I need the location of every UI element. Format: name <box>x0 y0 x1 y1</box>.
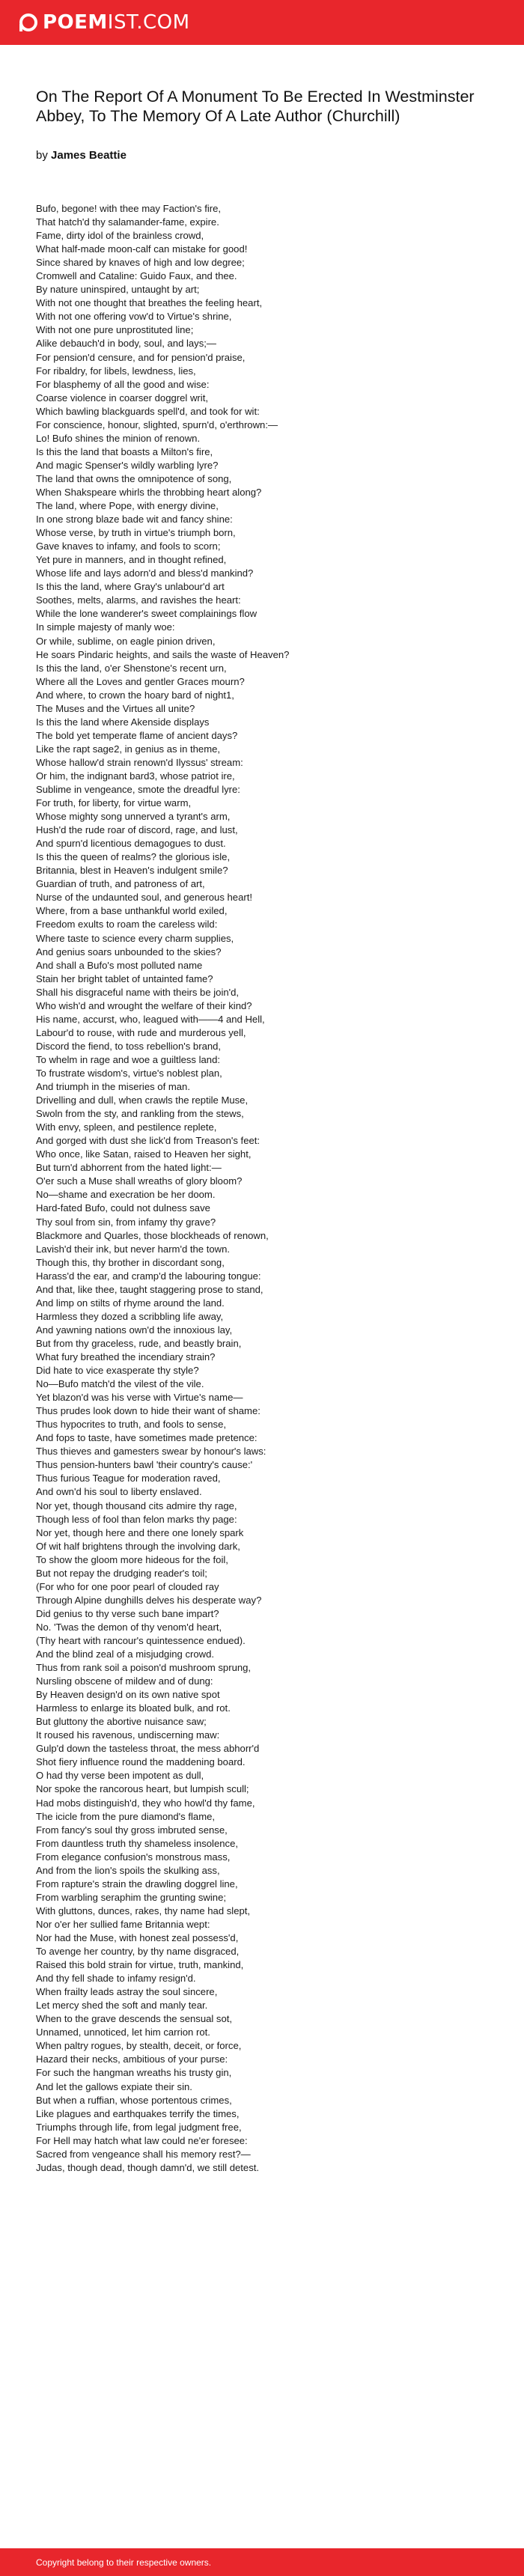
poem-line: While the lone wanderer's sweet complainings flow <box>36 608 258 620</box>
logo-text-light: IST.COM <box>107 11 190 34</box>
poem-line: For blasphemy of all the good and wise: <box>36 378 210 390</box>
poem-line: Nor yet, though here and there one lonely spark <box>36 1526 244 1538</box>
poem-line: What fury breathed the incendiary strain? <box>36 1351 216 1362</box>
site-logo[interactable] <box>19 10 190 34</box>
poem-line: Yet blazon'd was his verse with Virtue's name— <box>36 1392 243 1404</box>
poem-line: The bold yet temperate flame of ancient days? <box>36 729 238 741</box>
poem-line: Sacred from vengeance shall his memory rest?— <box>36 2148 251 2160</box>
poem-line: Yet pure in manners, and in thought refined, <box>36 554 227 566</box>
poem-line: For truth, for liberty, for virtue warm, <box>36 797 192 809</box>
poem-line: But turn'd abhorrent from the hated light:— <box>36 1162 222 1174</box>
poem-line: Like plagues and earthquakes terrify the times, <box>36 2107 240 2119</box>
poem-line: Gave knaves to infamy, and fools to scorn; <box>36 541 221 552</box>
poem-line: Fame, dirty idol of the brainless crowd, <box>36 230 204 242</box>
poem-line: That hatch'd thy salamander-fame, expire. <box>36 216 219 228</box>
poem-line: Cromwell and Cataline: Guido Faux, and thee. <box>36 270 237 282</box>
poem-line: Shall his disgraceful name with theirs be join'd, <box>36 986 240 998</box>
poem-line: Nor o'er her sullied fame Britannia wept: <box>36 1918 210 1930</box>
poem-line: Hazard their necks, ambitious of your purse: <box>36 2053 228 2065</box>
poem-line: From fancy's soul thy gross imbruted sense, <box>36 1824 228 1836</box>
poem-line: Through Alpine dunghills delves his desperate way? <box>36 1594 262 1606</box>
poem-line: Nor yet, though thousand cits admire thy rage, <box>36 1499 237 1511</box>
poem-line: From elegance confusion's monstrous mass, <box>36 1851 231 1863</box>
poem-line: When paltry rogues, by stealth, deceit, or force, <box>36 2040 242 2052</box>
poem-line: Thus pension-hunters bawl 'their country's cause:' <box>36 1459 253 1471</box>
copyright-text: Copyright belong to their respective owners. <box>36 2557 212 2568</box>
poem-line: Stain her bright tablet of untainted fame? <box>36 972 213 984</box>
poem-line: With envy, spleen, and pestilence replete, <box>36 1121 217 1133</box>
poem-line: Or him, the indignant bard3, whose patriot ire, <box>36 770 235 782</box>
poem-line: For ribaldry, for libels, lewdness, lies, <box>36 365 196 377</box>
poem-line: To show the gloom more hideous for the foil, <box>36 1553 228 1565</box>
poem-line: Did genius to thy verse such bane impart? <box>36 1607 219 1619</box>
poem-line: When frailty leads astray the soul sincere, <box>36 1986 218 1998</box>
poem-line: To avenge her country, by thy name disgraced, <box>36 1946 240 1958</box>
poem-line: Lavish'd their ink, but never harm'd the town. <box>36 1243 231 1255</box>
poem-line: From dauntless truth thy shameless insolence, <box>36 1837 239 1849</box>
poem-line: From rapture's strain the drawling doggrel line, <box>36 1878 238 1890</box>
poem-line: For pension'd censure, and for pension'd praise, <box>36 351 246 363</box>
poem-line: Whose verse, by truth in virtue's triumph born, <box>36 527 236 539</box>
poem-line: (Thy heart with rancour's quintessence endued). <box>36 1634 246 1646</box>
logo-text-bold: POEM <box>43 11 108 34</box>
poem-line: No—Bufo match'd the vilest of the vile. <box>36 1378 204 1390</box>
poem-line: And the blind zeal of a misjudging crowd. <box>36 1648 215 1660</box>
poem-line: And triumph in the miseries of man. <box>36 1081 190 1093</box>
poem-line: Nor had the Muse, with honest zeal possess'd, <box>36 1932 239 1943</box>
poem-line: Is this the land, where Gray's unlabour'd art <box>36 581 225 593</box>
poem-line: Like the rapt sage2, in genius as in theme, <box>36 743 221 755</box>
poem-line: For such the hangman wreaths his trusty gin, <box>36 2067 232 2079</box>
poem-line: The Muses and the Virtues all unite? <box>36 702 195 714</box>
poem-line: O'er such a Muse shall wreaths of glory bloom? <box>36 1175 243 1187</box>
poem-line: Thus thieves and gamesters swear by honour's laws: <box>36 1446 266 1458</box>
poem-line: Is this the land, o'er Shenstone's recent urn, <box>36 662 227 674</box>
poem-line: But gluttony the abortive nuisance saw; <box>36 1716 207 1728</box>
poem-line: Raised this bold strain for virtue, truth, mankind, <box>36 1959 244 1971</box>
poem-line: Soothes, melts, alarms, and ravishes the heart: <box>36 594 241 606</box>
poem-line: Is this the land where Akenside displays <box>36 716 210 728</box>
poem-line: Britannia, blest in Heaven's indulgent smile? <box>36 865 228 877</box>
author-link[interactable]: James Beattie <box>51 149 127 162</box>
poem-line: Nor spoke the rancorous heart, but lumpish scull; <box>36 1783 249 1795</box>
poem-line: And own'd his soul to liberty enslaved. <box>36 1486 202 1498</box>
poem-line: The icicle from the pure diamond's flame, <box>36 1810 216 1822</box>
poem-line: Nurse of the undaunted soul, and generous heart! <box>36 892 252 904</box>
poem-line: Whose life and lays adorn'd and bless'd mankind? <box>36 567 254 579</box>
by-label: by <box>36 149 48 162</box>
poem-line: Had mobs distinguish'd, they who howl'd thy fame, <box>36 1797 255 1809</box>
poem-line: Swoln from the sty, and rankling from the stews, <box>36 1108 244 1120</box>
poem-line: Thus from rank soil a poison'd mushroom sprung, <box>36 1662 252 1674</box>
poem-line: Whose hallow'd strain renown'd Ilyssus' stream: <box>36 756 243 768</box>
poem-line: But not repay the drudging reader's toil; <box>36 1567 207 1579</box>
poem-line: What half-made moon-calf can mistake for good! <box>36 243 248 255</box>
poem-line: Though less of fool than felon marks thy page: <box>36 1513 237 1525</box>
poem-line: From warbling seraphim the grunting swine; <box>36 1891 226 1903</box>
poem-line: With gluttons, dunces, rakes, thy name had slept, <box>36 1904 251 1916</box>
poem-line: And where, to crown the hoary bard of night1, <box>36 689 234 701</box>
poem-body <box>36 202 485 2175</box>
poem-line: Nursling obscene of mildew and of dung: <box>36 1675 213 1687</box>
poem-line: Triumphs through life, from legal judgment free, <box>36 2121 242 2133</box>
poem-line: No. 'Twas the demon of thy venom'd heart, <box>36 1621 222 1633</box>
poem-line: Hush'd the rude roar of discord, rage, and lust, <box>36 824 238 836</box>
poem-line: And genius soars unbounded to the skies? <box>36 946 222 957</box>
poem-line: Thy soul from sin, from infamy thy grave? <box>36 1216 216 1228</box>
poem-line: Is this the queen of realms? the glorious isle, <box>36 851 231 863</box>
poem-line: Is this the land that boasts a Milton's fire, <box>36 445 213 457</box>
poem-line: To whelm in rage and woe a guiltless land: <box>36 1053 221 1065</box>
poem-line: And that, like thee, taught staggering prose to stand, <box>36 1283 263 1295</box>
poem-line: But from thy graceless, rude, and beastly brain, <box>36 1337 242 1349</box>
poem-line: And thy fell shade to infamy resign'd. <box>36 1973 196 1985</box>
poem-line: And gorged with dust she lick'd from Treason's feet: <box>36 1135 261 1147</box>
poemist-p-icon <box>19 13 37 31</box>
poem-line: The land, where Pope, with energy divine, <box>36 500 219 512</box>
poem-line: Drivelling and dull, when crawls the reptile Muse, <box>36 1094 249 1106</box>
poem-line: With not one pure unprostituted line; <box>36 324 194 336</box>
poem-line: In simple majesty of manly woe: <box>36 621 175 633</box>
poem-line: Where all the Loves and gentler Graces mourn? <box>36 675 245 687</box>
poem-line: Whose mighty song unnerved a tyrant's arm, <box>36 811 231 823</box>
poem-line: And spurn'd licentious demagogues to dust. <box>36 838 226 850</box>
poem-line: By Heaven design'd on its own native spot <box>36 1689 220 1701</box>
poem-line: Judas, though dead, though damn'd, we still detest. <box>36 2161 260 2173</box>
poem-line: But when a ruffian, whose portentous crimes, <box>36 2094 232 2106</box>
poem-line: Hard-fated Bufo, could not dulness save <box>36 1202 210 1214</box>
poem-line: To frustrate wisdom's, virtue's noblest plan, <box>36 1068 222 1079</box>
poem-line: Labour'd to rouse, with rude and murderous yell, <box>36 1026 246 1038</box>
poem-line: And magic Spenser's wildly warbling lyre? <box>36 459 219 471</box>
poem-line: Who once, like Satan, raised to Heaven her sight, <box>36 1148 252 1160</box>
poem-line: Harass'd the ear, and cramp'd the labouring tongue: <box>36 1270 261 1282</box>
poem-line: With not one thought that breathes the feeling heart, <box>36 297 263 309</box>
poem-line: And let the gallows expiate their sin. <box>36 2080 192 2092</box>
poem-line: Where, from a base unthankful world exiled, <box>36 905 228 917</box>
poem-line: Freedom exults to roam the careless wild: <box>36 919 218 931</box>
poem-line: For Hell may hatch what law could ne'er foresee: <box>36 2134 248 2146</box>
poem-line: The land that owns the omnipotence of song, <box>36 472 232 484</box>
poem-line: He soars Pindaric heights, and sails the waste of Heaven? <box>36 648 290 660</box>
logo-wordmark <box>43 11 190 34</box>
poem-line: His name, accurst, who, leagued with——4 and Hell, <box>36 1013 265 1025</box>
poem-title: On The Report Of A Monument To Be Erected In Westminster Abbey, To The Memory Of A Late Author (Churchill) <box>36 88 475 125</box>
poem-line: (For who for one poor pearl of clouded ray <box>36 1580 219 1592</box>
poem-line: O had thy verse been impotent as dull, <box>36 1770 204 1782</box>
poem-line: Sublime in vengeance, smote the dreadful lyre: <box>36 784 240 796</box>
poem-line: In one strong blaze bade wit and fancy shine: <box>36 514 233 526</box>
poem-line: It roused his ravenous, undiscerning maw: <box>36 1729 220 1741</box>
poem-line: Discord the fiend, to toss rebellion's brand, <box>36 1040 222 1052</box>
poem-line: And shall a Bufo's most polluted name <box>36 959 203 971</box>
poem-line: No—shame and execration be her doom. <box>36 1189 216 1201</box>
poem-line: Bufo, begone! with thee may Faction's fire, <box>36 203 222 214</box>
poem-line: Let mercy shed the soft and manly tear. <box>36 2000 208 2012</box>
poem-byline <box>36 148 127 163</box>
poem-line: For conscience, honour, slighted, spurn'd, o'erthrown:— <box>36 418 278 430</box>
poem-line: Thus furious Teague for moderation raved, <box>36 1473 221 1485</box>
poem-line: Blackmore and Quarles, those blockheads of renown, <box>36 1229 269 1241</box>
poem-line: Guardian of truth, and patroness of art, <box>36 878 205 890</box>
poem-line: Who wish'd and wrought the welfare of their kind? <box>36 999 252 1011</box>
poem-line: Shot fiery influence round the maddening board. <box>36 1756 246 1768</box>
poem-line: Lo! Bufo shines the minion of renown. <box>36 432 201 444</box>
poem-line: When Shakspeare whirls the throbbing heart along? <box>36 486 262 498</box>
poem-line: Thus hypocrites to truth, and fools to sense, <box>36 1419 227 1431</box>
site-header <box>0 0 524 45</box>
poem-line: Thus prudes look down to hide their want of shame: <box>36 1405 261 1417</box>
poem-line: And yawning nations own'd the innoxious lay, <box>36 1324 233 1336</box>
poem-line: Harmless they dozed a scribbling life away, <box>36 1310 224 1322</box>
poem-line: With not one offering vow'd to Virtue's shrine, <box>36 311 232 323</box>
poem-line: Gulp'd down the tasteless throat, the mess abhorr'd <box>36 1743 260 1755</box>
poem-line: Of wit half brightens through the involving dark, <box>36 1540 240 1552</box>
poem-line: And limp on stilts of rhyme around the land. <box>36 1297 225 1309</box>
poem-line: Did hate to vice exasperate thy style? <box>36 1365 199 1377</box>
poem-line: Alike debauch'd in body, soul, and lays;— <box>36 338 216 350</box>
poem-line: Unnamed, unnoticed, let him carrion rot. <box>36 2027 210 2038</box>
site-footer <box>0 2548 524 2576</box>
poem-line: And from the lion's spoils the skulking ass, <box>36 1864 220 1876</box>
poem-line: When to the grave descends the sensual sot, <box>36 2013 233 2025</box>
poem-line: By nature uninspired, untaught by art; <box>36 284 200 296</box>
poem-line: Though this, thy brother in discordant song, <box>36 1256 225 1268</box>
poem-line: Or while, sublime, on eagle pinion driven, <box>36 635 216 647</box>
poem-line: Coarse violence in coarser doggrel writ, <box>36 392 208 404</box>
poem-line: Which bawling blackguards spell'd, and took for wit: <box>36 405 260 417</box>
poem-line: Since shared by knaves of high and low degree; <box>36 257 245 269</box>
poem-line: And fops to taste, have sometimes made pretence: <box>36 1432 258 1444</box>
poem-line: Harmless to enlarge its bloated bulk, and rot. <box>36 1702 231 1714</box>
poem-line: Where taste to science every charm supplies, <box>36 932 234 944</box>
